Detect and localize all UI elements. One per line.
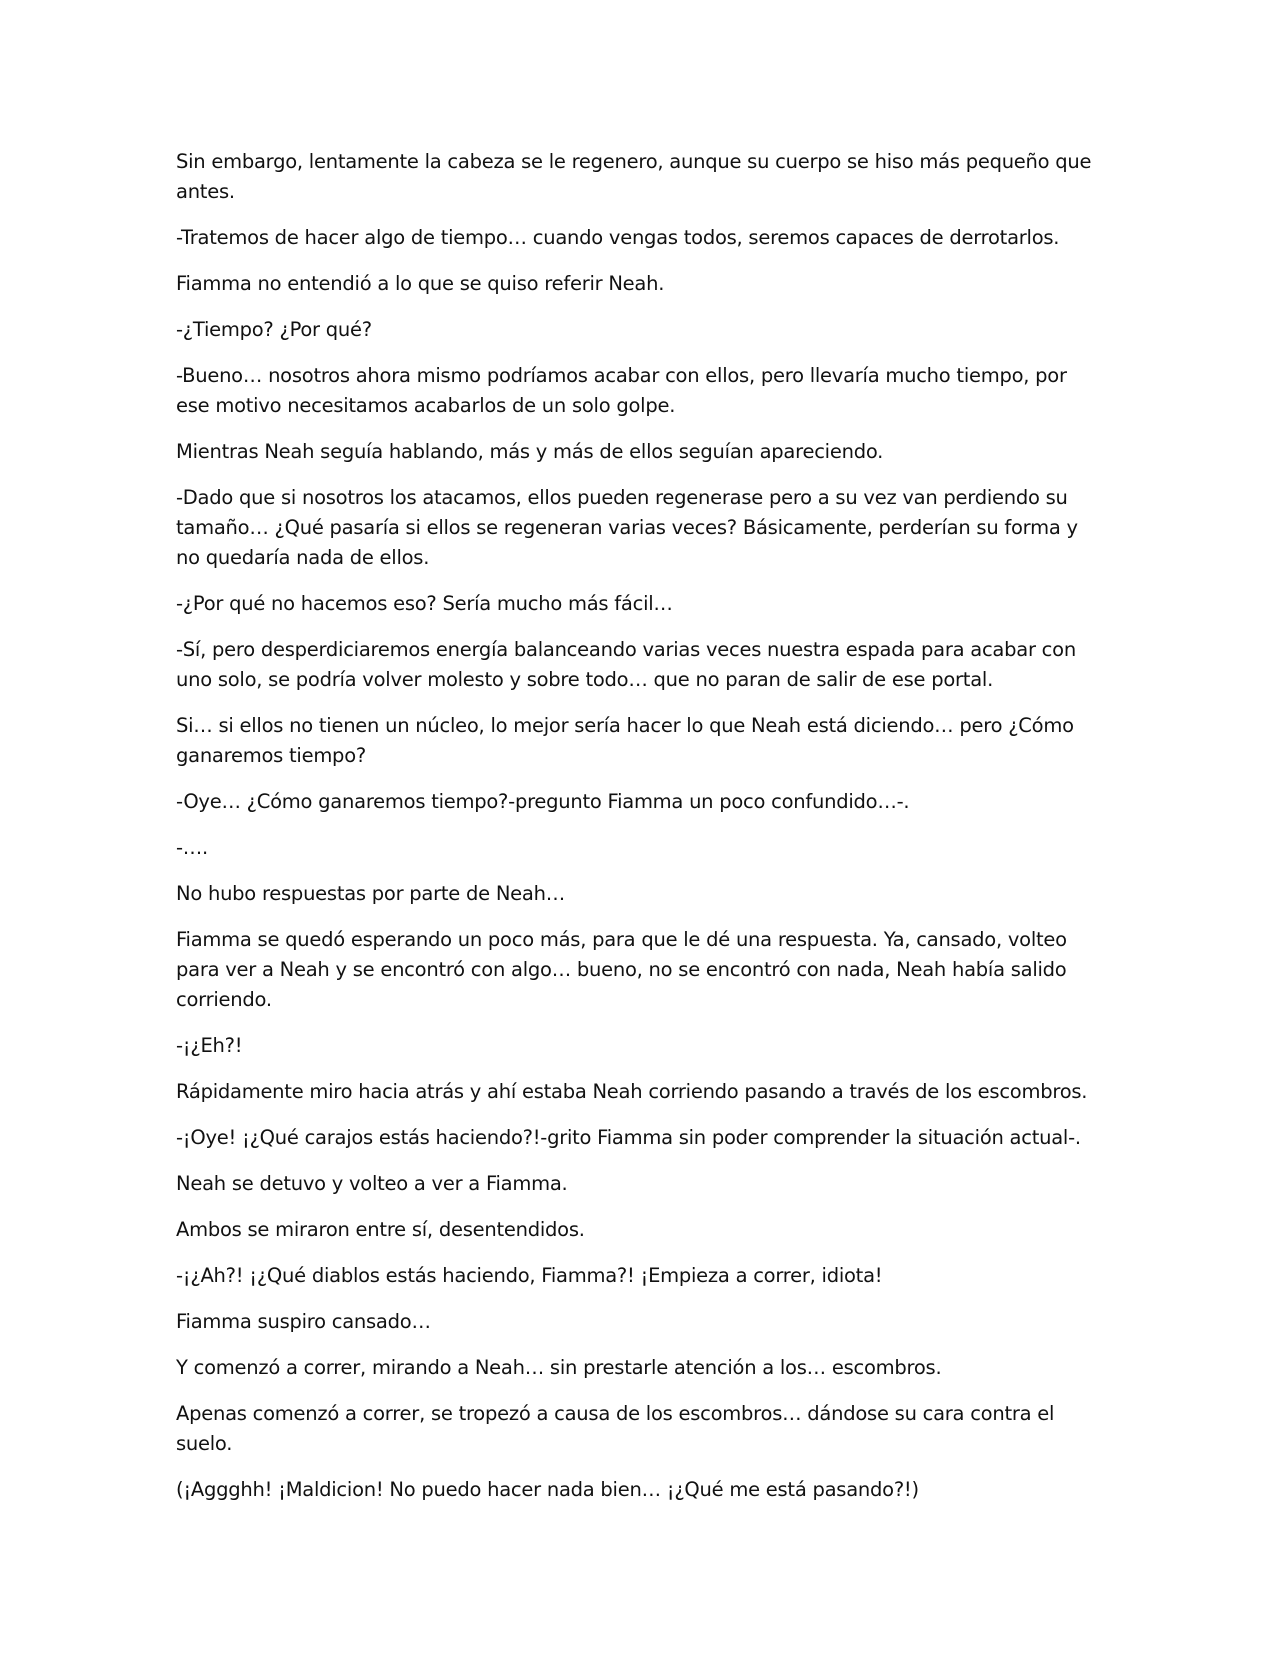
paragraph: -Bueno… nosotros ahora mismo podríamos acabar con ellos, pero llevaría mucho tiempo, por ese motivo necesitamos acabarlos de un solo golpe. bbox=[176, 364, 1067, 417]
paragraph: Rápidamente miro hacia atrás y ahí estaba Neah corriendo pasando a través de los escombros. bbox=[176, 1080, 1088, 1103]
paragraph: Sin embargo, lentamente la cabeza se le regenero, aunque su cuerpo se hiso más pequeño que antes. bbox=[176, 150, 1092, 203]
paragraph: -¡Oye! ¡¿Qué carajos estás haciendo?!-grito Fiamma sin poder comprender la situación actual-. bbox=[176, 1126, 1081, 1149]
paragraph: No hubo respuestas por parte de Neah… bbox=[176, 882, 565, 905]
paragraph: -¿Tiempo? ¿Por qué? bbox=[176, 318, 372, 341]
paragraph: Y comenzó a correr, mirando a Neah… sin prestarle atención a los… escombros. bbox=[176, 1356, 942, 1379]
paragraph: (¡Aggghh! ¡Maldicion! No puedo hacer nada bien… ¡¿Qué me está pasando?!) bbox=[176, 1478, 919, 1501]
paragraph: -Oye… ¿Cómo ganaremos tiempo?-pregunto Fiamma un poco confundido…-. bbox=[176, 790, 910, 813]
paragraph: Neah se detuvo y volteo a ver a Fiamma. bbox=[176, 1172, 568, 1195]
paragraph: -Sí, pero desperdiciaremos energía balanceando varias veces nuestra espada para acabar con uno solo, se podría volver molesto y sobre todo… que no paran de salir de ese portal. bbox=[176, 638, 1076, 691]
document-body bbox=[176, 147, 1096, 1521]
paragraph: Mientras Neah seguía hablando, más y más de ellos seguían apareciendo. bbox=[176, 440, 884, 463]
paragraph: -Dado que si nosotros los atacamos, ellos pueden regenerase pero a su vez van perdiendo su tamaño… ¿Qué pasaría si ellos se regeneran varias veces? Básicamente, perderían su forma y no quedaría nada de ellos. bbox=[176, 486, 1078, 569]
paragraph: Ambos se miraron entre sí, desentendidos. bbox=[176, 1218, 585, 1241]
paragraph: Apenas comenzó a correr, se tropezó a causa de los escombros… dándose su cara contra el suelo. bbox=[176, 1402, 1055, 1455]
paragraph: Fiamma suspiro cansado… bbox=[176, 1310, 431, 1333]
paragraph: Fiamma se quedó esperando un poco más, para que le dé una respuesta. Ya, cansado, volteo para ver a Neah y se encontró con algo… bueno, no se encontró con nada, Neah había salido corriendo. bbox=[176, 928, 1067, 1011]
paragraph: -¡¿Ah?! ¡¿Qué diablos estás haciendo, Fiamma?! ¡Empieza a correr, idiota! bbox=[176, 1264, 883, 1287]
paragraph: Si… si ellos no tienen un núcleo, lo mejor sería hacer lo que Neah está diciendo… pero ¿Cómo ganaremos tiempo? bbox=[176, 714, 1074, 767]
paragraph: -Tratemos de hacer algo de tiempo… cuando vengas todos, seremos capaces de derrotarlos. bbox=[176, 226, 1060, 249]
paragraph: Fiamma no entendió a lo que se quiso referir Neah. bbox=[176, 272, 665, 295]
paragraph: -¡¿Eh?! bbox=[176, 1034, 243, 1057]
paragraph: -¿Por qué no hacemos eso? Sería mucho más fácil… bbox=[176, 592, 673, 615]
paragraph: -…. bbox=[176, 836, 208, 859]
